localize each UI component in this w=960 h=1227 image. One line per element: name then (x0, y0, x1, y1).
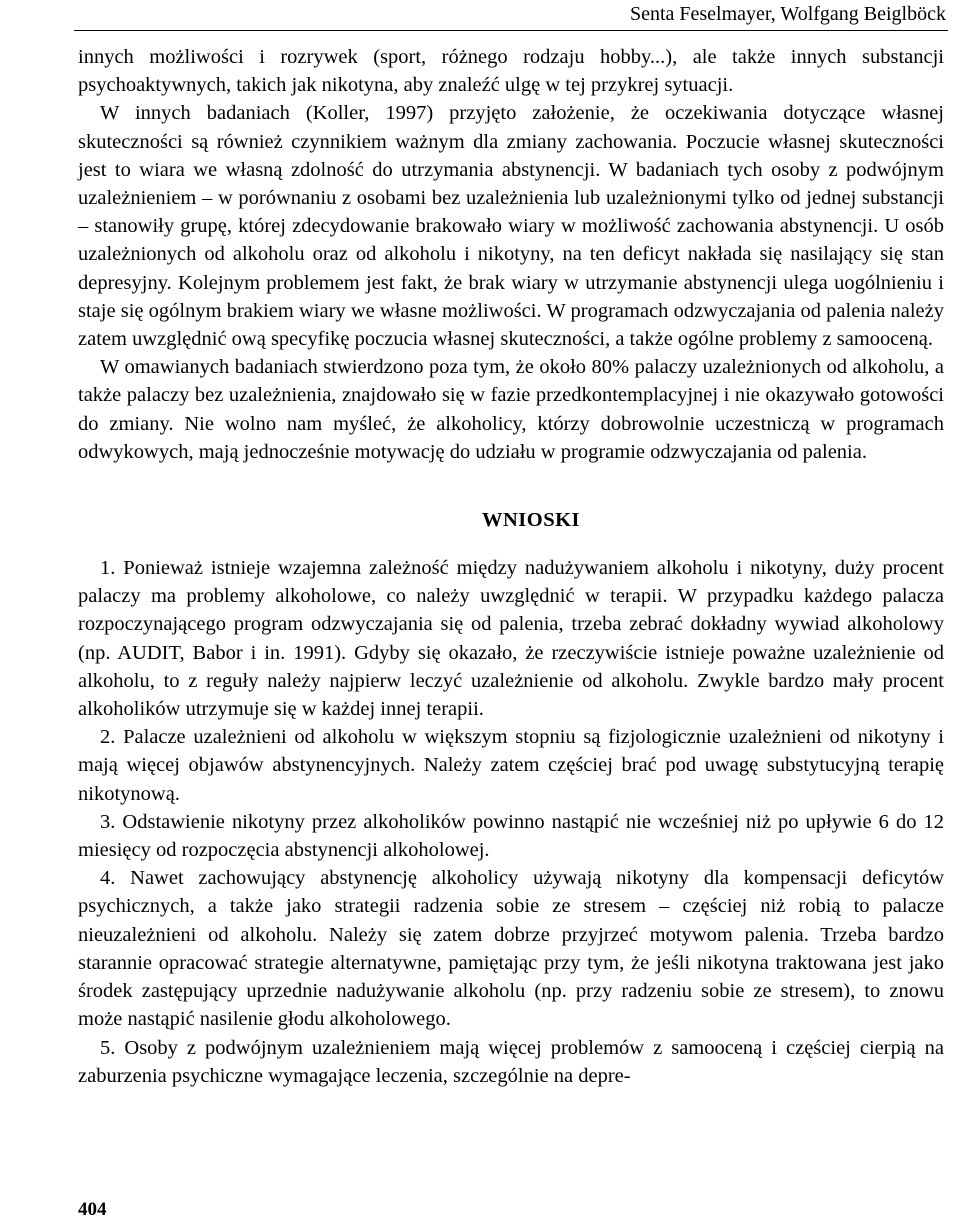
paragraph-self-efficacy: W innych badaniach (Koller, 1997) przyjęto założenie, że oczekiwania dotyczące własnej skuteczności są również czynnikiem ważnym dla zmiany zachowania. Poczucie własnej skuteczności jest to wiara we własną zdolność do utrzymania abstynencji. W badaniach tych osoby z podwójnym uzależnieniem – w porównaniu z osobami bez uzależnienia lub uzależnionymi tylko od jednej substancji – stanowiły grupę, której zdecydowanie brakowało wiary w możliwość zachowania abstynencji. U osób uzależnionych od alkoholu oraz od alkoholu i nikotyny, na ten deficyt nakłada się nasilający się stan depresyjny. Kolejnym problemem jest fakt, że brak wiary w utrzymanie abstynencji ulega uogólnieniu i staje się ogólnym brakiem wiary we własne możliwości. W programach odzwyczajania od palenia należy zatem uwzględnić ową specyfikę poczucia własnej skuteczności, a także ogólne problemy z samooceną. (78, 102, 944, 351)
conclusion-item: 4. Nawet zachowujący abstynencję alkoholicy używają nikotyny dla kompensacji deficytów psychicznych, a także jako strategii radzenia sobie ze stresem – częściej niż robią to palacze nieuzależnieni od alkoholu. Należy się zatem dobrze przyjrzeć motywom palenia. Trzeba bardzo starannie opracować strategie alternatywne, pamiętając przy tym, że jeśli nikotyna traktowana jest jako środek zastępujący uprzednie nadużywanie alkoholu (np. przy radzeniu sobie ze stresem), to znowu może nastąpić nasilenie głodu alkoholowego. (78, 867, 944, 1031)
conclusion-item: 5. Osoby z podwójnym uzależnieniem mają więcej problemów z samooceną i częściej cierpią na zaburzenia psychiczne wymagające leczenia, szczególnie na depre- (78, 1036, 944, 1087)
paragraph-continuation: innych możliwości i rozrywek (sport, różnego rodzaju hobby...), ale także innych substancji psychoaktywnych, takich jak nikotyna, aby znaleźć ulgę w tej przykrej sytuacji. (78, 46, 944, 97)
conclusion-item: 1. Ponieważ istnieje wzajemna zależność między nadużywaniem alkoholu i nikotyny, duży procent palaczy ma problemy alkoholowe, co należy uwzględnić w terapii. W przypadku każdego palacza rozpoczynającego program odzwyczajania się od palenia, trzeba zebrać dokładny wywiad alkoholowy (np. AUDIT, Babor i in. 1991). Gdyby się okazało, że rzeczywiście istnieje poważne uzależnienie od alkoholu, to z reguły należy najpierw leczyć uzależnienie od alkoholu. Zwykle bardzo mały procent alkoholików utrzymuje się w każdej innej terapii. (78, 557, 944, 721)
running-head: Senta Feselmayer, Wolfgang Beiglböck (629, 3, 946, 25)
conclusion-item: 3. Odstawienie nikotyny przez alkoholików powinno nastąpić nie wcześniej niż po upływie 6 do 12 miesięcy od rozpoczęcia abstynencji alkoholowej. (78, 810, 944, 862)
paragraph-readiness: W omawianych badaniach stwierdzono poza tym, że około 80% palaczy uzależnionych od alkoholu, a także palaczy bez uzależnienia, znajdowało się w fazie przedkontemplacyjnej i nie okazywało gotowości do zmiany. Nie wolno nam myśleć, że alkoholicy, którzy dobrowolnie uczestniczą w programach odwykowych, mają jednocześnie motywację do udziału w programie odzwyczajania od palenia. (78, 356, 944, 463)
body-text (78, 43, 944, 1090)
header-rule (74, 30, 948, 31)
page-number: 404 (78, 1199, 107, 1220)
section-heading-conclusions: WNIOSKI (481, 509, 581, 532)
conclusion-item: 2. Palacze uzależnieni od alkoholu w większym stopniu są fizjologicznie uzależnieni od nikotyny i mają więcej objawów abstynencyjnych. Należy zatem częściej brać pod uwagę substytucyjną terapię nikotynową. (78, 726, 944, 805)
